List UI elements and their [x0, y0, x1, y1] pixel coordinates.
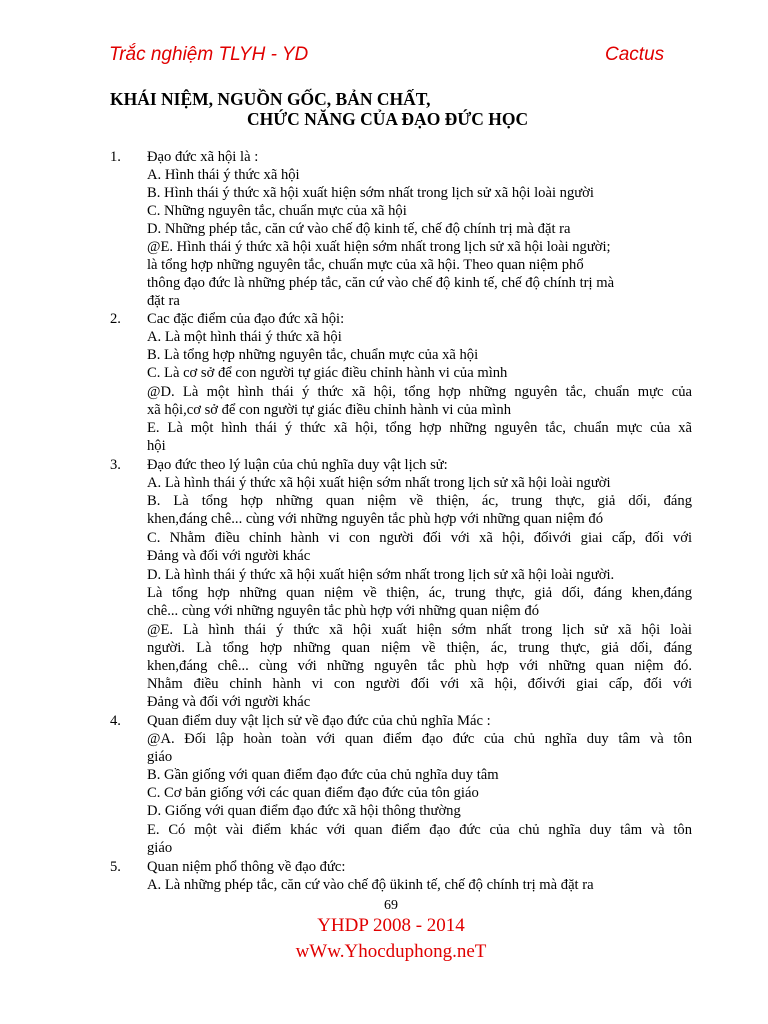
- q4-option-b: B. Gần giống với quan điểm đạo đức của chủ nghĩa duy tâm: [147, 767, 499, 783]
- q3-option-b-line2: khen,đáng chê... cùng với những nguyên tắc phù hợp với những quan niệm đó: [147, 511, 604, 527]
- q1-option-e-line3: thông đạo đức là những phép tắc, căn cứ vào chế độ kinh tế, chế độ chính trị mà: [147, 275, 615, 291]
- q1-option-b: B. Hình thái ý thức xã hội xuất hiện sớm nhất trong lịch sử xã hội loài người: [147, 185, 594, 201]
- q3-option-d-line1: D. Là hình thái ý thức xã hội xuất hiện sớm nhất trong lịch sử xã hội loài người.: [147, 567, 615, 583]
- title-line-2: CHỨC NĂNG CỦA ĐẠO ĐỨC HỌC: [247, 109, 529, 129]
- q2-number: 2.: [110, 311, 121, 327]
- q3-option-e-line4: Nhằm điều chỉnh hành vi con người đối với xã hội, đốivới giai cấp, đối với: [147, 676, 692, 692]
- q4-option-c: C. Cơ bản giống với các quan điểm đạo đức của tôn giáo: [147, 785, 479, 801]
- q3-option-c-line1: C. Nhằm điều chỉnh hành vi con người đối với xã hội, đốivới giai cấp, đối với: [147, 530, 692, 546]
- q2-option-e-line1: E. Là một hình thái ý thức xã hội, tổng hợp những nguyên tắc, chuẩn mực của xã: [147, 420, 692, 436]
- q4-option-e-line2: giáo: [147, 840, 173, 856]
- q1-option-e-line4: đặt ra: [147, 293, 180, 309]
- q2-option-d-line1: @D. Là một hình thái ý thức xã hội, tổng hợp những nguyên tắc, chuẩn mực của: [147, 384, 692, 400]
- q3-option-b-line1: B. Là tổng hợp những quan niệm về thiện, ác, trung thực, giả dối, đáng: [147, 493, 692, 509]
- q3-number: 3.: [110, 457, 121, 473]
- q3-option-d-line3: chê... cùng với những nguyên tắc phù hợp với những quan niệm đó: [147, 603, 539, 619]
- q3-option-d-line2: Là tổng hợp những quan niệm về thiện, ác, trung thực, giả dối, đáng khen,đáng: [147, 585, 692, 601]
- footer-line-1: YHDP 2008 - 2014: [317, 915, 465, 936]
- q3-option-e-line2: người. Là tổng hợp những quan niệm về thiện, ác, trung thực, giả dối, đáng: [147, 640, 692, 656]
- q4-option-e-line1: E. Có một vài điểm khác với quan điểm đạo đức của chủ nghĩa duy tâm và tôn: [147, 822, 692, 838]
- q5-option-a: A. Là những phép tắc, căn cứ vào chế độ ükinh tế, chế độ chính trị mà đặt ra: [147, 877, 594, 893]
- q2-option-a: A. Là một hình thái ý thức xã hội: [147, 329, 342, 345]
- q1-option-e-line1: @E. Hình thái ý thức xã hội xuất hiện sớm nhất trong lịch sử xã hội loài người;: [147, 239, 611, 255]
- q4-number: 4.: [110, 713, 121, 729]
- title-line-1: KHÁI NIỆM, NGUỒN GỐC, BẢN CHẤT,: [110, 89, 431, 109]
- q3-option-c-line2: Đảng và đối với người khác: [147, 548, 311, 564]
- q3-option-a: A. Là hình thái ý thức xã hội xuất hiện sớm nhất trong lịch sử xã hội loài người: [147, 475, 611, 491]
- q2-option-e-line2: hội: [147, 438, 166, 454]
- q1-number: 1.: [110, 149, 121, 165]
- q1-option-e-line2: là tổng hợp những nguyên tắc, chuẩn mực của xã hội. Theo quan niệm phổ: [147, 257, 584, 273]
- q3-option-e-line5: Đảng và đối với người khác: [147, 694, 311, 710]
- q5-number: 5.: [110, 859, 121, 875]
- q1-option-a: A. Hình thái ý thức xã hội: [147, 167, 300, 183]
- q2-option-c: C. Là cơ sở để con người tự giác điều chỉnh hành vi của mình: [147, 365, 508, 381]
- q2-option-b: B. Là tổng hợp những nguyên tắc, chuẩn mực của xã hội: [147, 347, 479, 363]
- q3-option-e-line1: @E. Là hình thái ý thức xã hội xuất hiện sớm nhất trong lịch sử xã hội loài: [147, 622, 692, 638]
- q4-question: Quan điểm duy vật lịch sử về đạo đức của chủ nghĩa Mác :: [147, 713, 491, 729]
- q1-option-c: C. Những nguyên tắc, chuẩn mực của xã hội: [147, 203, 407, 219]
- q4-option-d: D. Giống với quan điểm đạo đức xã hội thông thường: [147, 803, 461, 819]
- q3-question: Đạo đức theo lý luận của chủ nghĩa duy vật lịch sử:: [147, 457, 448, 473]
- q3-option-e-line3: khen,đáng chê... cùng với những nguyên tắc phù hợp với những quan niệm đó.: [147, 658, 692, 674]
- page-number: 69: [384, 898, 398, 913]
- q4-option-a-line2: giáo: [147, 749, 173, 765]
- q1-question: Đạo đức xã hội là :: [147, 149, 259, 165]
- footer-line-2: wWw.Yhocduphong.neT: [295, 941, 487, 962]
- q1-option-d: D. Những phép tắc, căn cứ vào chế độ kinh tế, chế độ chính trị mà đặt ra: [147, 221, 571, 237]
- header-left: Trắc nghiệm TLYH - YD: [109, 44, 309, 65]
- q2-question: Cac đặc điểm của đạo đức xã hội:: [147, 311, 345, 327]
- q4-option-a-line1: @A. Đối lập hoàn toàn với quan điểm đạo đức của chủ nghĩa duy tâm và tôn: [147, 731, 692, 747]
- q5-question: Quan niệm phổ thông về đạo đức:: [147, 859, 346, 875]
- header-right: Cactus: [605, 44, 665, 65]
- q2-option-d-line2: xã hội,cơ sở để con người tự giác điều chỉnh hành vi của mình: [147, 402, 512, 418]
